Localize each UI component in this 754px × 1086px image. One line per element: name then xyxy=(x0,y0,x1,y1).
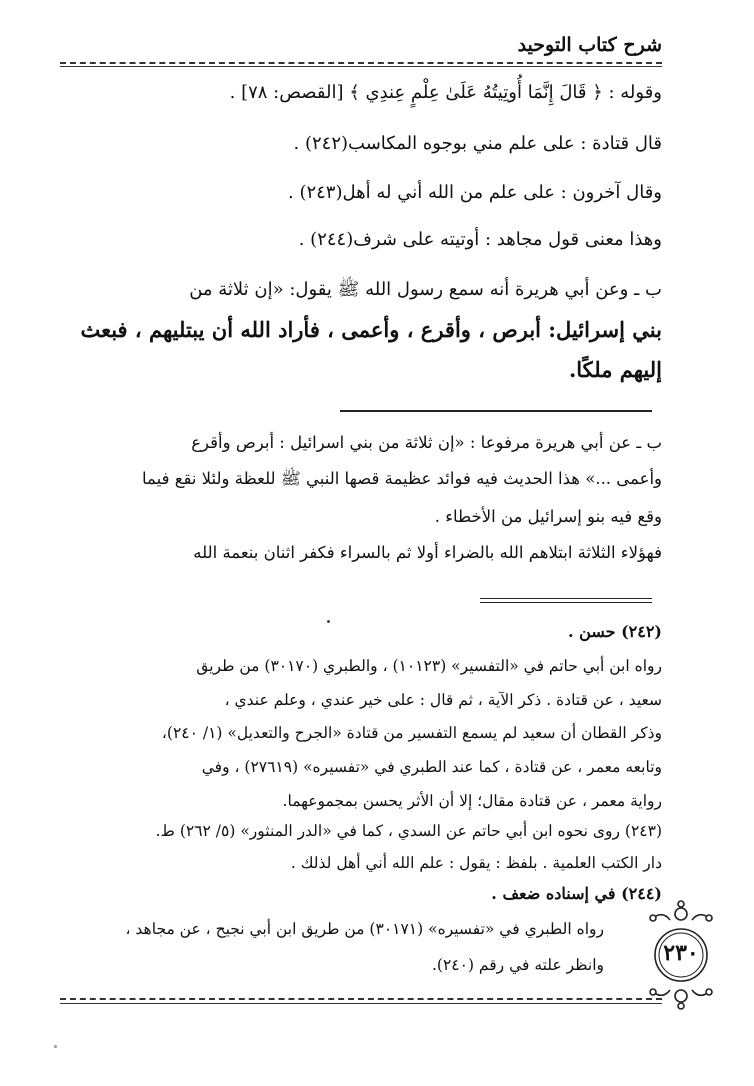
hadith-line: ب ـ وعن أبي هريرة أنه سمع رسول الله ﷺ يقول: «إن ثلاثة من xyxy=(189,279,662,300)
main-line: وقوله : ﴿ قَالَ إِنَّمَا أُوتِيتُهُ عَلَىٰ عِلْمٍ عِندِي ﴾ [القصص: ٧٨] . xyxy=(229,82,662,103)
footnote-line: رواه ابن أبي حاتم في «التفسير» (١٠١٢٣) ، والطبري (٣٠١٧٠) من طريق xyxy=(196,657,662,675)
footnote-line: رواه الطبري في «تفسيره» (٣٠١٧١) من طريق ابن أبي نجيح ، عن مجاهد ، xyxy=(125,920,604,938)
footnote-line: سعيد ، عن قتادة . ذكر الآية ، ثم قال : على خير عندي ، وعلم عندي ، xyxy=(224,691,662,709)
footnote-divider-2 xyxy=(480,602,652,603)
footnote-heading: (٢٤٢) حسن . xyxy=(568,622,662,641)
header-rule-thin xyxy=(60,66,662,67)
main-line: قال قتادة : على علم مني بوجوه المكاسب(٢٤٢) . xyxy=(293,133,662,154)
page-number-ornament xyxy=(640,900,722,1010)
commentary-line: فهؤلاء الثلاثة ابتلاهم الله بالضراء أولا ثم بالسراء فكفر اثنان بنعمة الله xyxy=(193,543,662,562)
running-header: شرح كتاب التوحيد xyxy=(517,34,662,56)
commentary-line: وقع فيه بنو إسرائيل من الأخطاء . xyxy=(434,507,662,526)
main-line: وهذا معنى قول مجاهد : أوتيته على شرف(٢٤٤) . xyxy=(298,229,662,250)
hadith-line: بني إسرائيل: أبرص ، وأقرع ، وأعمى ، فأراد الله أن يبتليهم ، فبعث xyxy=(80,317,662,342)
footer-rule xyxy=(60,998,662,1000)
hadith-line: إليهم ملكًا. xyxy=(568,357,662,382)
footnote-line: رواية معمر ، عن قتادة مقال؛ إلا أن الأثر يحسن بمجموعهما. xyxy=(282,792,662,810)
header-rule xyxy=(60,62,662,64)
footnote-line: وتابعه معمر ، عن قتادة ، كما عند الطبري في «تفسيره» (٢٧٦١٩) ، وفي xyxy=(201,758,662,776)
page-number: ٢٣٠ xyxy=(663,940,699,966)
footnote-line: دار الكتب العلمية . بلفظ : يقول : علم الله أني أهل لذلك . xyxy=(290,854,662,872)
main-line: وقال آخرون : على علم من الله أني له أهل(٢٤٣) . xyxy=(288,182,662,203)
stray-dot xyxy=(54,1045,57,1048)
footer-rule-thin xyxy=(60,1003,662,1004)
section-divider xyxy=(340,410,652,412)
commentary-line: وأعمى ...» هذا الحديث فيه فوائد عظيمة قصها النبي ﷺ للعظة ولئلا نقع فيما xyxy=(142,469,662,488)
footnote-heading: (٢٤٤) في إسناده ضعف . xyxy=(491,884,662,903)
commentary-line: ب ـ عن أبي هريرة مرفوعا : «إن ثلاثة من بني اسرائيل : أبرص وأقرع xyxy=(191,433,662,452)
footnote-line: وانظر علته في رقم (٢٤٠). xyxy=(431,956,604,974)
footnote-line: (٢٤٣) روى نحوه ابن أبي حاتم عن السدي ، كما في «الدر المنثور» (٥/ ٢٦٢) ط. xyxy=(155,822,662,840)
footnote-divider xyxy=(480,598,652,599)
footnote-line: وذكر القطان أن سعيد لم يسمع التفسير من قتادة «الجرح والتعديل» (١/ ٢٤٠)، xyxy=(161,724,662,742)
